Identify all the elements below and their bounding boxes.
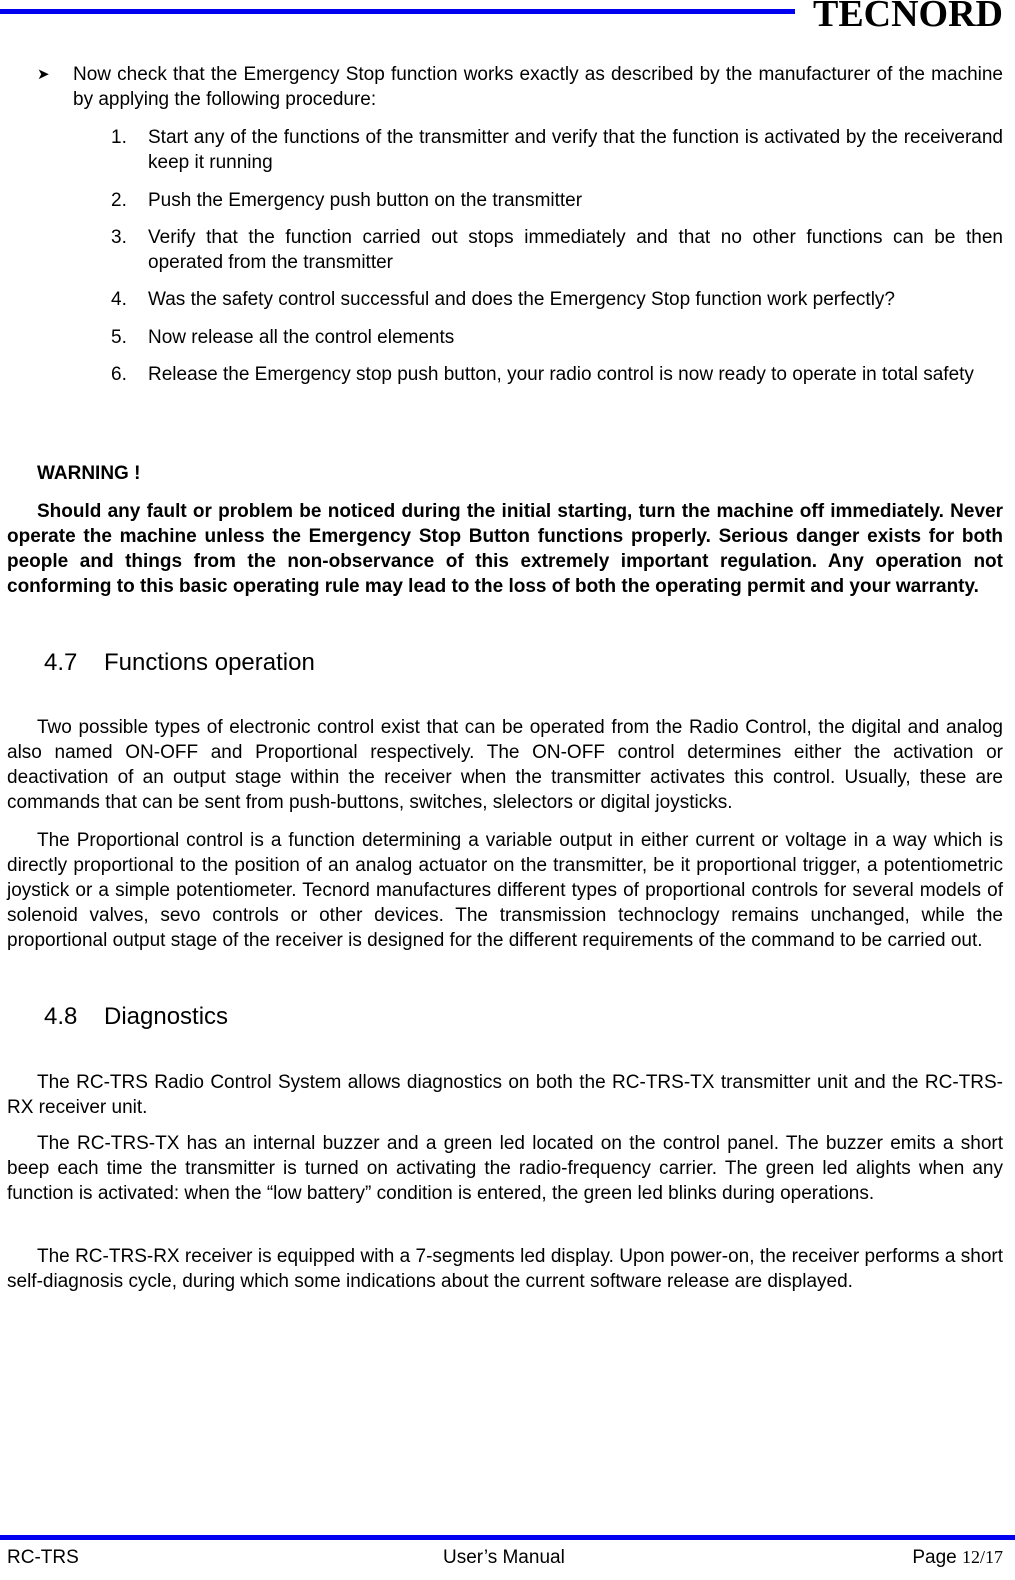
step-text: Verify that the function carried out stops immediately and that no other functions can be then operated from the transmitter bbox=[148, 227, 1003, 273]
header-rule bbox=[0, 9, 795, 14]
paragraph: Two possible types of electronic control exist that can be operated from the Radio Control, the digital and analog also named ON-OFF and Proportional respectively. The ON-OFF control determines either the activation or deactivation of an output stage within the receiver when the transmitter activates this control. Usually, these are commands that can be sent from push-buttons, switches, slelectors or digital joysticks. bbox=[7, 717, 1003, 813]
step-number: 3. bbox=[111, 227, 127, 248]
footer-title: User’s Manual bbox=[443, 1547, 565, 1568]
footer-rule bbox=[0, 1535, 1015, 1540]
page-number: 12/17 bbox=[961, 1547, 1003, 1567]
section-heading-4-7 bbox=[44, 649, 315, 677]
step-number: 1. bbox=[111, 127, 127, 148]
step-item bbox=[111, 362, 1003, 387]
footer-page bbox=[912, 1545, 1003, 1570]
step-text: Push the Emergency push button on the transmitter bbox=[148, 190, 583, 211]
page-label: Page bbox=[912, 1547, 957, 1568]
step-item bbox=[111, 325, 1003, 350]
warning-text: Should any fault or problem be noticed during the initial starting, turn the machine off immediately. Never operate the machine unless the Emergency Stop Button functions properly. Serious danger exists for both people and things from the non-observance of this extremely important regulation. Any operation not conforming to this basic operating rule may lead to the loss of both the operating permit and your warranty. bbox=[7, 501, 1003, 597]
tecnord-logo: TECNORD bbox=[812, 0, 1003, 35]
section-heading-4-8 bbox=[44, 1003, 228, 1031]
step-number: 5. bbox=[111, 327, 127, 348]
step-number: 6. bbox=[111, 364, 127, 385]
bullet-paragraph bbox=[37, 62, 1003, 112]
step-text: Now release all the control elements bbox=[148, 327, 455, 348]
paragraph: The RC-TRS Radio Control System allows diagnostics on both the RC-TRS-TX transmitter unit and the RC-TRS-RX receiver unit. bbox=[7, 1072, 1003, 1118]
section-title: Diagnostics bbox=[104, 1003, 229, 1030]
step-number: 4. bbox=[111, 289, 127, 310]
section-number: 4.8 bbox=[44, 1003, 78, 1030]
paragraph: The RC-TRS-TX has an internal buzzer and a green led located on the control panel. The buzzer emits a short beep each time the transmitter is turned on activating the radio-frequency carrier. The green led alights when any function is activated: when the “low battery” condition is entered, the green led blinks during operations. bbox=[7, 1133, 1003, 1204]
paragraph: The RC-TRS-RX receiver is equipped with a 7-segments led display. Upon power-on, the receiver performs a short self-diagnosis cycle, during which some indications about the current software release are displayed. bbox=[7, 1246, 1003, 1292]
arrow-bullet-icon: ➤ bbox=[37, 66, 50, 83]
step-text: Start any of the functions of the transmitter and verify that the function is activated by the receiverand keep it running bbox=[148, 127, 1003, 173]
paragraph: The Proportional control is a function determining a variable output in either current or voltage in a way which is directly proportional to the position of an analog actuator on the transmitter, be it proportional trigger, a potentiometric joystick or a simple potentiometer. Tecnord manufactures different types of proportional controls for several models of solenoid valves, sevo controls or other devices. The transmission technoclogy remains unchanged, while the proportional output stage of the receiver is designed for the different requirements of the command to be carried out. bbox=[7, 830, 1003, 951]
step-item bbox=[111, 225, 1003, 275]
step-item bbox=[111, 125, 1003, 175]
step-item bbox=[111, 188, 1003, 213]
footer-product: RC-TRS bbox=[7, 1547, 79, 1568]
step-item bbox=[111, 287, 1003, 312]
warning-title: WARNING ! bbox=[37, 463, 141, 484]
step-text: Was the safety control successful and does the Emergency Stop function work perfectly? bbox=[148, 289, 896, 310]
bullet-text: Now check that the Emergency Stop function works exactly as described by the manufacturer of the machine by applying the following procedure: bbox=[73, 64, 1003, 110]
section-title: Functions operation bbox=[104, 649, 315, 676]
step-number: 2. bbox=[111, 190, 127, 211]
step-text: Release the Emergency stop push button, your radio control is now ready to operate in total safety bbox=[148, 364, 974, 385]
section-number: 4.7 bbox=[44, 649, 78, 676]
